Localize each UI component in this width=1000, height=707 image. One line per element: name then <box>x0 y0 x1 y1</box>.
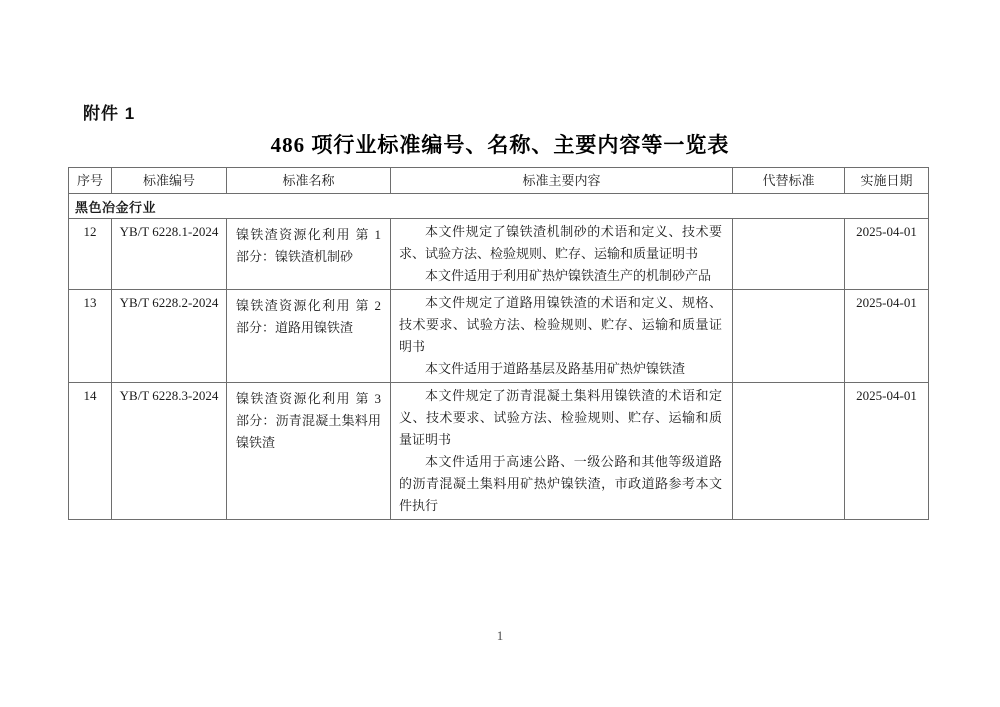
page-number: 1 <box>496 628 504 643</box>
cell-replaced-standard <box>733 383 845 520</box>
section-row <box>69 194 929 219</box>
content-paragraph: 本文件规定了镍铁渣机制砂的术语和定义、技术要求、试验方法、检验规则、贮存、运输和质量证明书 <box>399 224 722 261</box>
cell-main-content <box>391 219 733 290</box>
content-paragraph: 本文件适用于高速公路、一级公路和其他等级道路的沥青混凝土集料用矿热炉镍铁渣，市政道路参考本文件执行 <box>399 454 722 513</box>
col-header-main-content: 标准主要内容 <box>391 168 733 194</box>
cell-standard-code: YB/T 6228.3-2024 <box>112 383 227 520</box>
standards-table <box>68 167 929 520</box>
cell-standard-code: YB/T 6228.1-2024 <box>112 219 227 290</box>
cell-implementation-date: 2025-04-01 <box>845 219 929 290</box>
col-header-replaced-standard: 代替标准 <box>733 168 845 194</box>
content-paragraph: 本文件适用于利用矿热炉镍铁渣生产的机制砂产品 <box>425 268 712 283</box>
section-label: 黑色冶金行业 <box>69 194 929 219</box>
cell-replaced-standard <box>733 219 845 290</box>
cell-seq: 14 <box>69 383 112 520</box>
cell-standard-code: YB/T 6228.2-2024 <box>112 290 227 383</box>
cell-seq: 12 <box>69 219 112 290</box>
table-row <box>69 383 929 520</box>
table-header-row <box>69 168 929 194</box>
page-title: 486 项行业标准编号、名称、主要内容等一览表 <box>270 133 730 157</box>
cell-replaced-standard <box>733 290 845 383</box>
attachment-label: 附件 1 <box>83 104 136 123</box>
content-paragraph: 本文件适用于道路基层及路基用矿热炉镍铁渣 <box>425 361 686 376</box>
content-paragraph: 本文件规定了沥青混凝土集料用镍铁渣的术语和定义、技术要求、试验方法、检验规则、贮存、运输和质量证明书 <box>399 388 722 447</box>
cell-standard-name: 镍铁渣资源化利用 第 2 部分：道路用镍铁渣 <box>227 290 391 383</box>
col-header-standard-code: 标准编号 <box>112 168 227 194</box>
cell-standard-name: 镍铁渣资源化利用 第 3 部分：沥青混凝土集料用镍铁渣 <box>227 383 391 520</box>
table-row <box>69 219 929 290</box>
cell-implementation-date: 2025-04-01 <box>845 383 929 520</box>
col-header-standard-name: 标准名称 <box>227 168 391 194</box>
cell-implementation-date: 2025-04-01 <box>845 290 929 383</box>
cell-standard-name: 镍铁渣资源化利用 第 1 部分：镍铁渣机制砂 <box>227 219 391 290</box>
col-header-implementation-date: 实施日期 <box>845 168 929 194</box>
cell-main-content <box>391 383 733 520</box>
table-row <box>69 290 929 383</box>
cell-seq: 13 <box>69 290 112 383</box>
content-paragraph: 本文件规定了道路用镍铁渣的术语和定义、规格、技术要求、试验方法、检验规则、贮存、运输和质量证明书 <box>399 295 722 354</box>
cell-main-content <box>391 290 733 383</box>
col-header-seq: 序号 <box>69 168 112 194</box>
